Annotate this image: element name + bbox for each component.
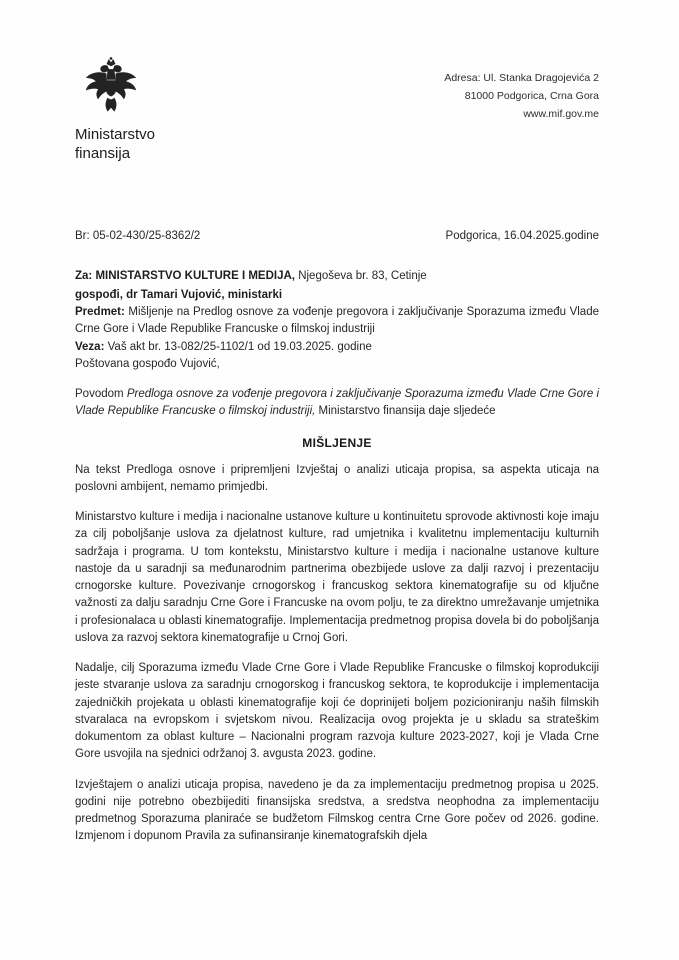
address-block [444,56,599,124]
reference-number: Br: 05-02-430/25-8362/2 [75,229,201,242]
recipient-line [75,268,599,285]
salutation: Poštovana gospođo Vujović, [75,357,220,370]
montenegro-coat-of-arms-icon [83,56,139,118]
recipient-name: Za: MINISTARSTVO KULTURE I MEDIJA, [75,269,295,282]
paragraph-4: Izvještajem o analizi uticaja propisa, navedeno je da za implementaciju predmetnog propisa u 2025. godini nije potrebno obezbijediti finansijska sredstva, a sredstva neophodna za implementaciju predmetnog Sporazuma planiraće se budžetom Filmskog centra Crne Gore počev od 2026. godine. Izmjenom i dopunom Pravila za sufinansiranje kinematografskih djela [75,778,599,843]
recipient-address: Njegoševa br. 83, Cetinje [295,269,427,282]
place-and-date: Podgorica, 16.04.2025.godine [445,229,599,242]
intro-italic-title: Predloga osnove za vođenje pregovora i zaključivanje Sporazuma između Vlade Crne Gore i Vlade Republike Francuske o filmskoj industriji, [75,388,600,418]
paragraph-3: Nadalje, cilj Sporazuma između Vlade Crne Gore i Vlade Republike Francuske o filmskoj koprodukciji jeste stvaranje uslova za saradnju crnogorskog i francuskog sektora, te koprodukcije i implementacija zajedničkih projekata u oblasti kinematografije koji će doprinijeti boljem pozicioniranju naših filmskih stvaralaca na evropskom i svjetskom nivou. Realizacija ovog projekta je u skladu sa strateškim dokumentom za oblast kulture – Nacionalni program razvoja kulture 2023-2027, koji je Vlada Crne Gore usvojila na sjednici održanoj 3. avgusta 2023. godine. [75,662,599,761]
address-line-2: 81000 Podgorica, Crna Gora [464,89,599,102]
subject-label: Predmet: [75,306,125,318]
ministry-name: Ministarstvo finansija [75,126,156,162]
letterhead-left [75,56,185,164]
subject-text: Mišljenje na Predlog osnove za vođenje pregovora i zaključivanje Sporazuma između Vlade Crne Gore i Vlade Republike Francuske o filmskoj industriji [75,306,599,336]
recipient-block [75,268,599,356]
paragraph-1: Na tekst Predloga osnove i pripremljeni Izvještaj o analizi uticaja propisa, sa aspekta uticaja na poslovni ambijent, nemamo primjedbi. [75,463,599,493]
opinion-title: MIŠLJENJE [302,435,372,450]
reference-link-line [75,339,599,356]
letterhead [75,56,599,164]
attention-line: gospođi, dr Tamari Vujović, ministarki [75,288,283,301]
veza-text: Vaš akt br. 13-082/25-1102/1 od 19.03.2025. godine [104,340,372,353]
intro-paragraph: Povodom Predloga osnove za vođenje pregovora i zaključivanje Sporazuma između Vlade Crne Gore i Vlade Republike Francuske o filmskoj industriji, Ministarstvo finansija daje sljedeće [75,388,600,418]
letter-body [75,356,599,846]
website-url: www.mif.gov.me [523,107,599,120]
subject-line [75,304,599,339]
veza-label: Veza: [75,340,105,353]
address-line-1: Adresa: Ul. Stanka Dragojevića 2 [444,72,599,84]
reference-row [75,230,599,242]
paragraph-2: Ministarstvo kulture i medija i nacionalne ustanove kulture u kontinuitetu sprovode aktivnosti koje imaju za cilj poboljšanje uslova za djelatnost kulture, rad umjetnika i kvalitetnu implementaciju kulturnih sadržaja i programa. U tom kontekstu, Ministarstvo kulture i medija i nacionalne ustanove kulture nastoje da u saradnji sa međunarodnim partnerima obezbijede uslove za dalji razvoj i prezentaciju crnogorske kulture. Povezivanje crnogorskog i francuskog sektora kinematografije su od ključne važnosti za dalju saradnju Crne Gore i Francuske na ovom polju, te za direktno umrežavanje umjetnika i profesionalaca u oblasti kinematografije. Implementacija predmetnog propisa dovela bi do poboljšanja uslova za razvoj sektora kinematografije u Crnoj Gori. [75,511,599,644]
